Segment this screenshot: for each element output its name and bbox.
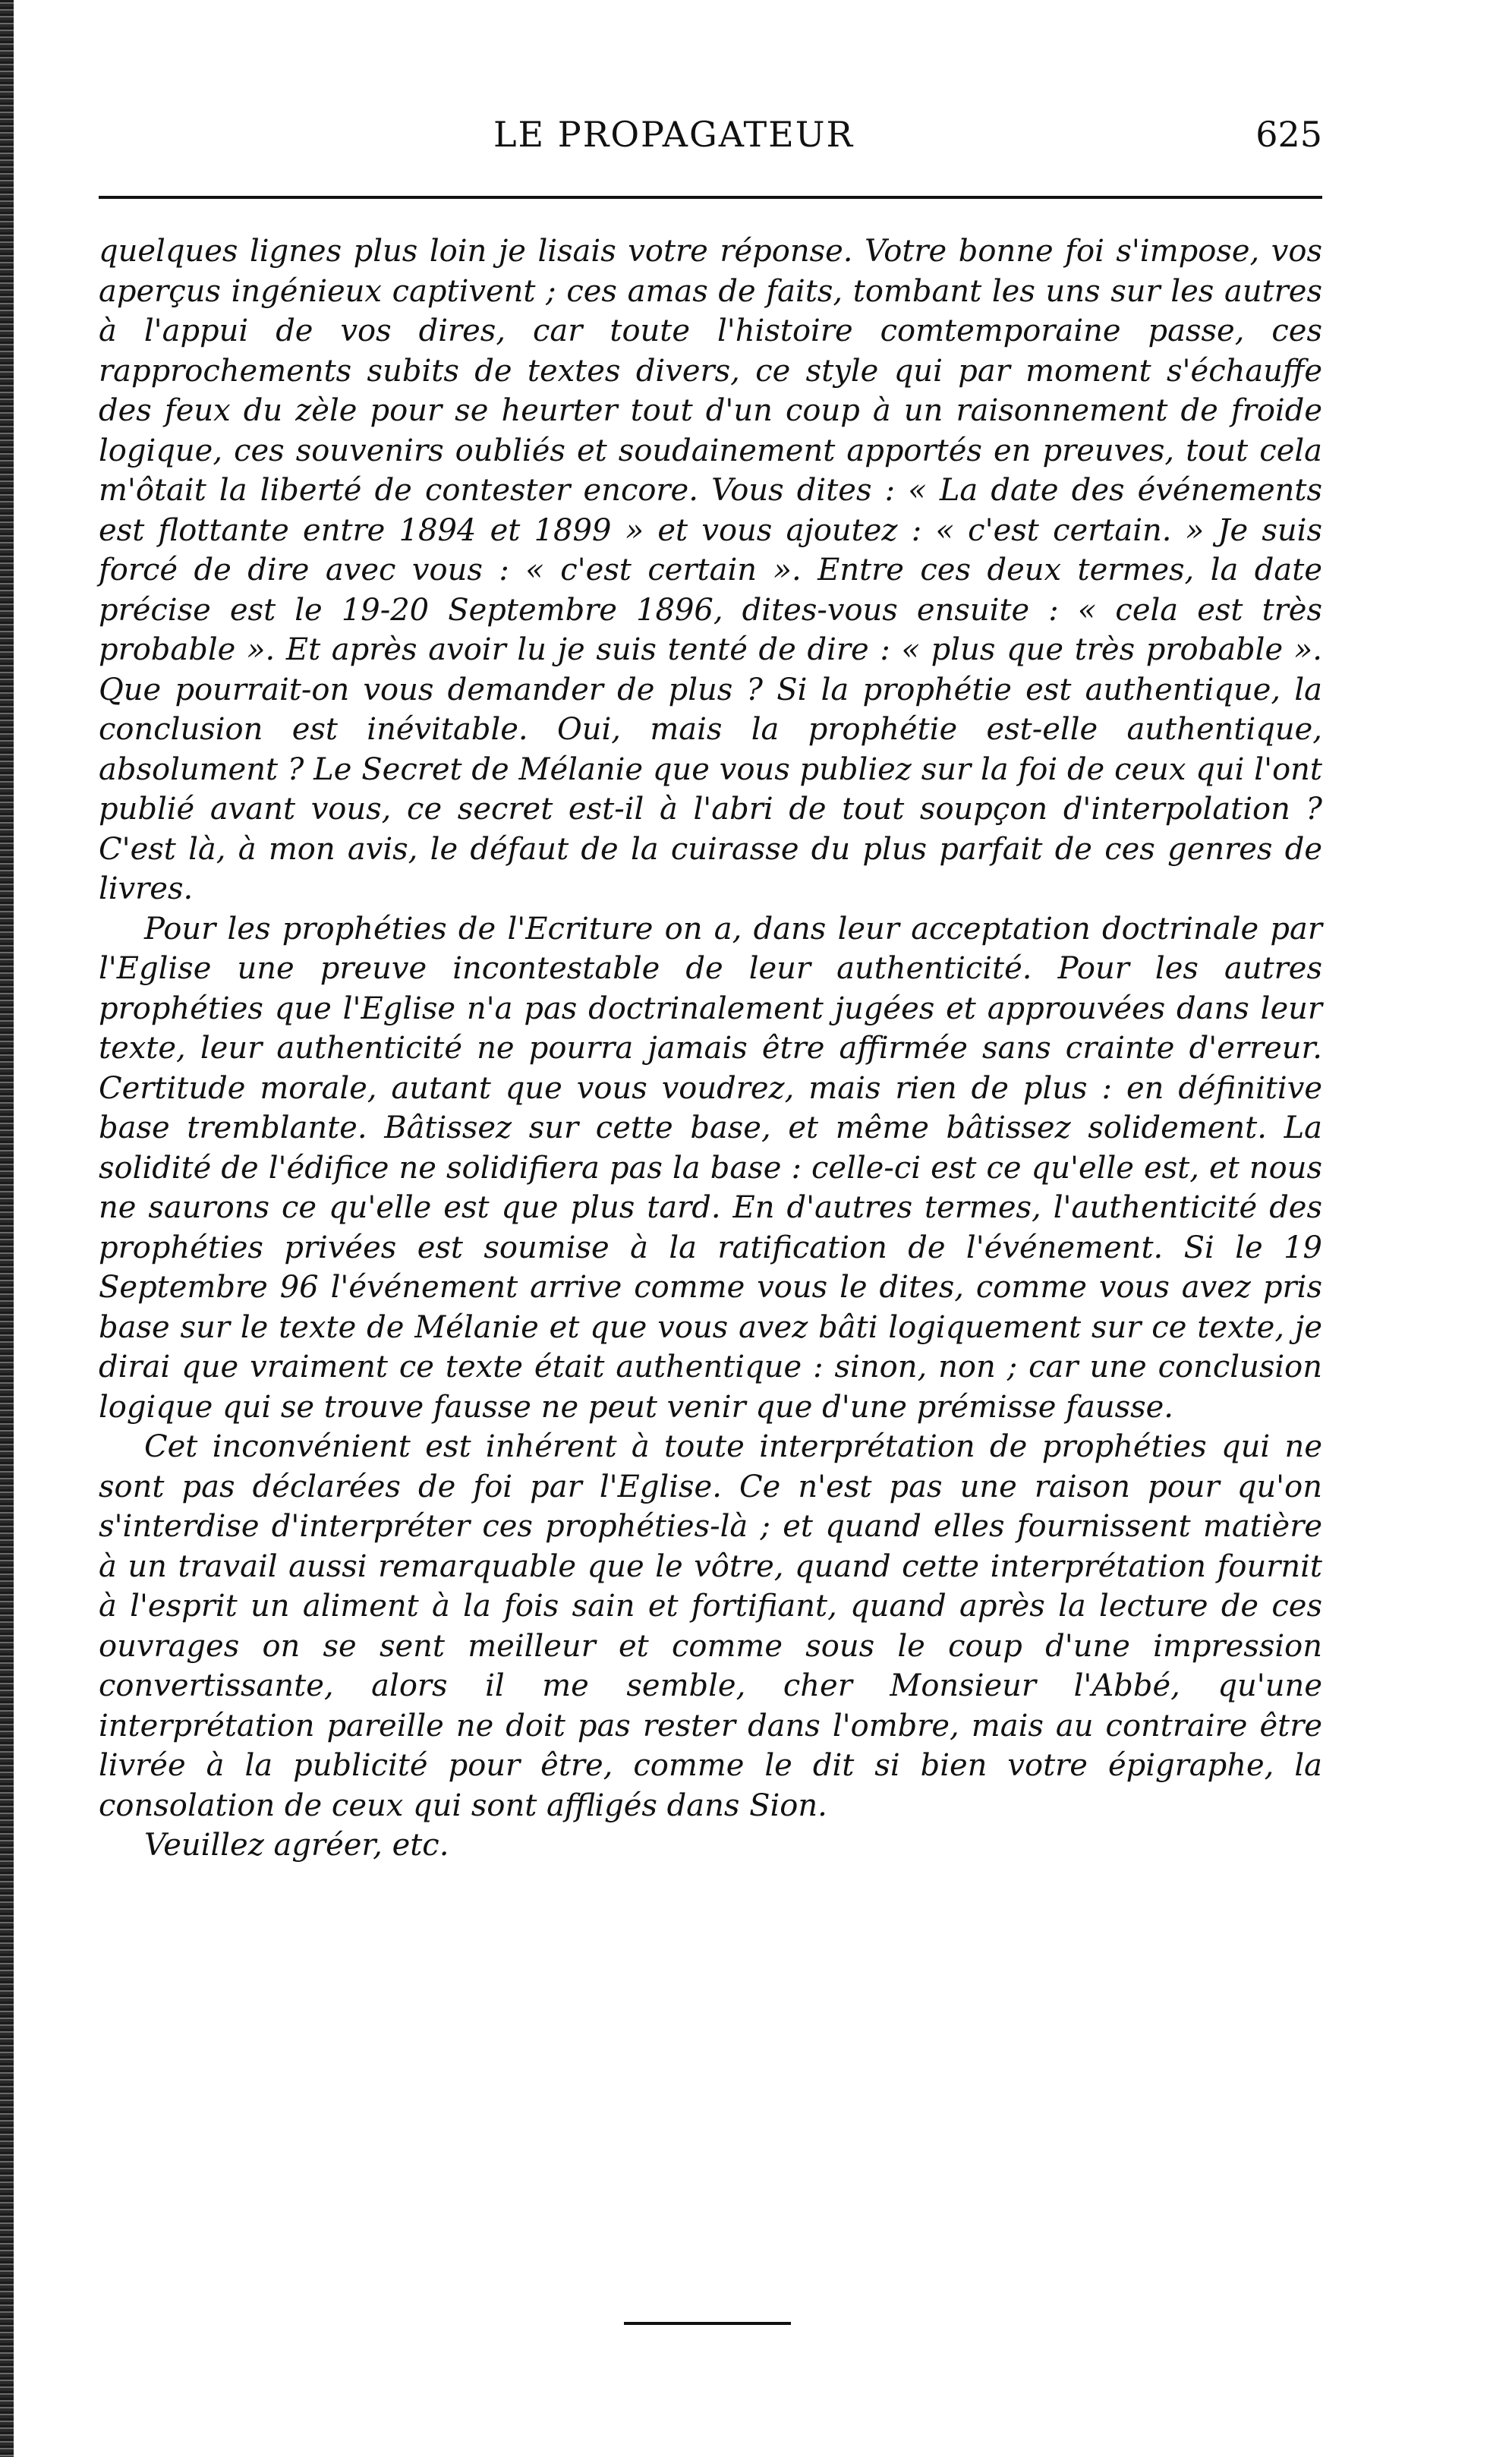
end-divider bbox=[624, 2322, 791, 2325]
paragraph-continued: quelques lignes plus loin je lisais votre réponse. Votre bonne foi s'impose, vos aperçus ingénieux captivent ; ces amas de faits, tombant les uns sur les autres à l'appui de vos dires, car toute l'histoire comtemporaine passe, ces rapprochements subits de textes divers, ce style qui par moment s'échauffe des feux du zèle pour se heurter tout d'un coup à un raisonnement de froide logique, ces souvenirs oubliés et soudainement apportés en preuves, tout cela m'ôtait la liberté de contester encore. Vous dites : « La date des événements est flottante entre 1894 et 1899 » et vous ajoutez : « c'est certain. » Je suis forcé de dire avec vous : « c'est certain ». Entre ces deux termes, la date précise est le 19-20 Septembre 1896, dites-vous ensuite : « cela est très probable ». Et après avoir lu je suis tenté de dire : « plus que très probable ». Que pourrait-on vous demander de plus ? Si la prophétie est authentique, la conclusion est inévitable. Oui, mais la prophétie est-elle authentique, absolument ? Le Secret de Mélanie que vous publiez sur la foi de ceux qui l'ont publié avant vous, ce secret est-il à l'abri de tout soupçon d'interpolation ? C'est là, à mon avis, le défaut de la cuirasse du plus parfait de ces genres de livres. bbox=[99, 234, 1322, 906]
paragraph-prophecies: Pour les prophéties de l'Ecriture on a, dans leur acceptation doctrinale par l'Eglise une preuve incontestable de leur authenticité. Pour les autres prophéties que l'Eglise n'a pas doctrinalement jugées et approuvées dans leur texte, leur authenticité ne pourra jamais être affirmée sans crainte d'erreur. Certitude morale, autant que vous voudrez, mais rien de plus : en définitive base tremblante. Bâtissez sur cette base, et même bâtissez solidement. La solidité de l'édifice ne solidifiera pas la base : celle-ci est ce qu'elle est, et nous ne saurons ce qu'elle est que plus tard. En d'autres termes, l'authenticité des prophéties privées est soumise à la ratification de l'événement. Si le 19 Septembre 96 l'événement arrive comme vous le dites, comme vous avez pris base sur le texte de Mélanie et que vous avez bâti logiquement sur ce texte, je dirai que vraiment ce texte était authentique : sinon, non ; car une conclusion logique qui se trouve fausse ne peut venir que d'une prémisse fausse. bbox=[99, 911, 1322, 1425]
running-title: LE PROPAGATEUR bbox=[493, 114, 855, 155]
book-binding-edge bbox=[0, 0, 14, 2457]
paragraph-inconvenience: Cet inconvénient est inhérent à toute interprétation de prophéties qui ne sont pas déclarées de foi par l'Eglise. Ce n'est pas une raison pour qu'on s'interdise d'interpréter ces prophéties-là ; et quand elles fournissent matière à un travail aussi remarquable que le vôtre, quand cette interprétation fournit à l'esprit un aliment à la fois sain et fortifiant, quand après la lecture de ces ouvrages on se sent meilleur et comme sous le coup d'une impression convertissante, alors il me semble, cher Monsieur l'Abbé, qu'une interprétation pareille ne doit pas rester dans l'ombre, mais au contraire être livrée à la publicité pour être, comme le dit si bien votre épigraphe, la consolation de ceux qui sont affligés dans Sion. bbox=[99, 1429, 1322, 1823]
page-number: 625 bbox=[1255, 114, 1322, 155]
letter-body bbox=[99, 232, 1322, 1866]
book-page bbox=[99, 106, 1322, 1863]
closing-salutation: Veuillez agréer, etc. bbox=[144, 1828, 449, 1863]
header-rule bbox=[99, 196, 1322, 199]
page-header bbox=[99, 106, 1322, 159]
